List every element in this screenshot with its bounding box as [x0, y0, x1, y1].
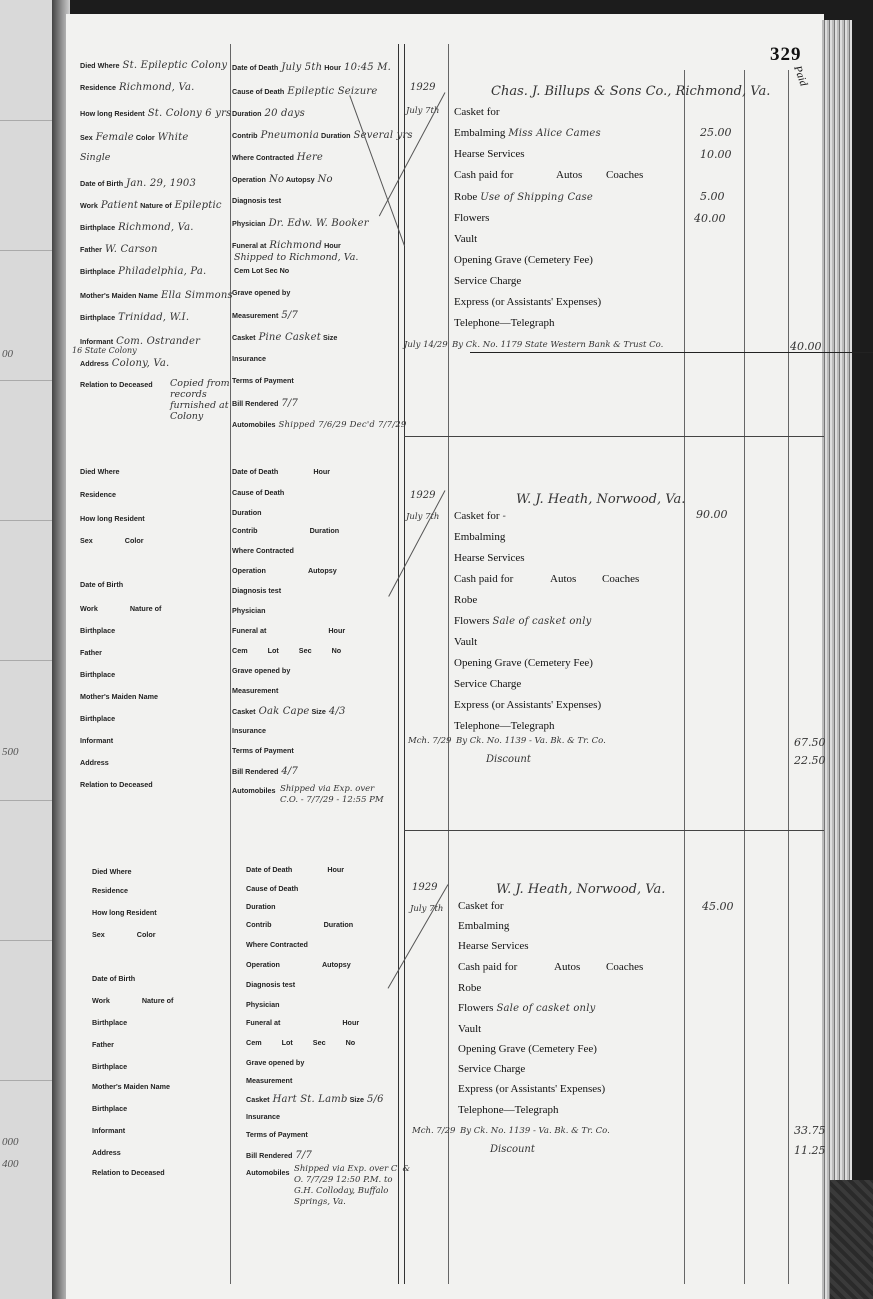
- father-field: Father: [80, 648, 102, 657]
- item-express: Express (or Assistants' Expenses): [454, 296, 602, 308]
- how-long-resident-field: How long Resident St. Colony 6 yrs: [80, 108, 232, 119]
- date-of-birth-field: Date of Birth: [92, 974, 136, 983]
- work-field: Work Patient Nature of Epileptic: [80, 200, 222, 211]
- address-field: Address: [92, 1148, 121, 1157]
- left-page-note: 00: [2, 348, 13, 360]
- item-robe: Robe Use of Shipping Case: [454, 191, 593, 203]
- cause-of-death-field: Cause of Death: [232, 488, 285, 497]
- mother-birthplace-field: Birthplace Trinidad, W.I.: [80, 312, 190, 323]
- ledger-year: 1929: [410, 490, 436, 501]
- casket-field: Casket Hart St. Lamb Size 5/6: [246, 1094, 384, 1105]
- relation-field: Relation to Deceased: [92, 1168, 165, 1177]
- item-opening-grave: Opening Grave (Cemetery Fee): [458, 1043, 597, 1055]
- duration-field: Duration: [246, 902, 276, 911]
- item-autos: Autos: [556, 169, 583, 181]
- item-vault: Vault: [458, 1023, 482, 1035]
- date-of-death-field: Date of Death Hour: [246, 865, 345, 874]
- item-telephone: Telephone—Telegraph: [454, 720, 555, 732]
- grave-opened-by-field: Grave opened by: [232, 666, 291, 675]
- where-contracted-field: Where Contracted: [232, 546, 294, 555]
- contrib-field: Contrib Duration: [232, 526, 340, 535]
- item-coaches: Coaches: [606, 169, 644, 181]
- item-autos: Autos: [550, 573, 577, 585]
- measurement-field: Measurement: [232, 686, 279, 695]
- birthplace-field: Birthplace: [80, 626, 116, 635]
- casket-field: Casket Pine Casket Size: [232, 332, 338, 343]
- date-of-birth-field: Date of Birth Jan. 29, 1903: [80, 178, 197, 189]
- item-service-charge: Service Charge: [454, 275, 522, 287]
- funeral-at-field: Funeral at Hour: [232, 626, 346, 635]
- residence-field: Residence: [92, 886, 128, 895]
- contrib-field: Contrib Duration: [246, 920, 354, 929]
- work-field: Work Nature of: [80, 604, 162, 613]
- diagnosis-test-field: Diagnosis test: [232, 586, 282, 595]
- informant-note: 16 State Colony: [72, 346, 137, 355]
- died-where-field: Died Where: [92, 867, 132, 876]
- informant-field: Informant Com. Ostrander: [80, 336, 201, 347]
- duration-field: Duration 20 days: [232, 108, 305, 119]
- address-field: Address Colony, Va.: [80, 358, 170, 369]
- left-page-note: 500: [2, 746, 19, 758]
- amount-embalming: 25.00: [700, 126, 732, 139]
- informant-field: Informant: [80, 736, 114, 745]
- left-page-edge: [0, 0, 54, 1299]
- item-opening-grave: Opening Grave (Cemetery Fee): [454, 657, 593, 669]
- date-of-birth-field: Date of Birth: [80, 580, 124, 589]
- item-flowers: Flowers Sale of casket only: [458, 1002, 596, 1014]
- funeral-at-field: Funeral at Hour: [246, 1018, 360, 1027]
- father-birthplace-field: Birthplace: [80, 670, 116, 679]
- page-number: 329: [770, 44, 802, 65]
- discount-label: Discount: [486, 754, 531, 765]
- ledger-day: July 7th: [410, 904, 444, 914]
- automobiles-field: Automobiles: [232, 786, 276, 795]
- grave-opened-by-field: Grave opened by: [246, 1058, 305, 1067]
- terms-of-payment-field: Terms of Payment: [232, 376, 294, 385]
- where-contracted-field: Where Contracted Here: [232, 152, 324, 163]
- payment-line: By Ck. No. 1139 - Va. Bk. & Tr. Co.: [456, 736, 606, 746]
- firm-name: W. J. Heath, Norwood, Va.: [516, 492, 686, 507]
- terms-of-payment-field: Terms of Payment: [232, 746, 294, 755]
- page-edges: [822, 20, 852, 1299]
- residence-field: Residence Richmond, Va.: [80, 82, 195, 93]
- item-vault: Vault: [454, 636, 478, 648]
- cem-lot-field: Cem Lot Sec No: [246, 1038, 356, 1047]
- diagnosis-test-field: Diagnosis test: [232, 196, 282, 205]
- payment-line: By Ck. No. 1139 - Va. Bk. & Tr. Co.: [460, 1126, 610, 1136]
- ledger-day: July 7th: [406, 512, 440, 522]
- operation-field: Operation No Autopsy No: [232, 174, 333, 185]
- measurement-field: Measurement 5/7: [232, 310, 299, 321]
- payment-date: Mch. 7/29: [412, 1126, 456, 1136]
- amount-hearse: 10.00: [700, 148, 732, 161]
- father-birthplace-field: Birthplace Philadelphia, Pa.: [80, 266, 207, 277]
- mothers-maiden-name-field: Mother's Maiden Name: [80, 692, 158, 701]
- residence-field: Residence: [80, 490, 116, 499]
- operation-field: Operation Autopsy: [246, 960, 351, 969]
- item-telephone: Telephone—Telegraph: [454, 317, 555, 329]
- died-where-field: Died Where St. Epileptic Colony: [80, 60, 228, 71]
- item-flowers: Flowers: [454, 212, 490, 224]
- mother-birthplace-field: Birthplace: [80, 714, 116, 723]
- diagnosis-test-field: Diagnosis test: [246, 980, 296, 989]
- bill-rendered-field: Bill Rendered 4/7: [232, 766, 299, 777]
- relation-value: Copied from records furnished at Colony: [170, 378, 230, 422]
- book-cover-corner: [830, 1180, 873, 1299]
- amount-payment: 33.75: [794, 1124, 826, 1137]
- automobiles-field: Automobiles: [246, 1168, 290, 1177]
- birthplace-field: Birthplace: [92, 1018, 128, 1027]
- sex-color-field: Sex Color: [92, 930, 156, 939]
- cem-lot-field: Cem Lot Sec No: [232, 646, 342, 655]
- payment-date: July 14/29: [404, 340, 448, 350]
- marital-status: Single: [80, 152, 111, 163]
- sex-color-field: Sex Color: [80, 536, 144, 545]
- birthplace-field: Birthplace Richmond, Va.: [80, 222, 194, 233]
- ledger-year: 1929: [412, 882, 438, 893]
- relation-field: Relation to Deceased: [80, 380, 153, 389]
- item-embalming: Embalming Miss Alice Cames: [454, 127, 601, 139]
- cause-of-death-field: Cause of Death Epileptic Seizure: [232, 86, 378, 97]
- cem-lot-field: Cem Lot Sec No: [234, 266, 290, 275]
- terms-of-payment-field: Terms of Payment: [246, 1130, 308, 1139]
- item-casket-for: Casket for: [458, 900, 504, 912]
- date-of-death-field: Date of Death July 5th Hour 10:45 M.: [232, 62, 392, 73]
- entry-2: [66, 462, 824, 832]
- operation-field: Operation Autopsy: [232, 566, 337, 575]
- item-hearse-services: Hearse Services: [458, 940, 529, 952]
- measurement-field: Measurement: [246, 1076, 293, 1085]
- item-vault: Vault: [454, 233, 478, 245]
- amount-casket: 45.00: [702, 900, 734, 913]
- item-service-charge: Service Charge: [454, 678, 522, 690]
- ledger-day: July 7th: [406, 106, 440, 116]
- physician-field: Physician: [246, 1000, 280, 1009]
- relation-field: Relation to Deceased: [80, 780, 153, 789]
- insurance-field: Insurance: [232, 354, 266, 363]
- discount-label: Discount: [490, 1144, 535, 1155]
- paid-note: Paid: [791, 64, 810, 88]
- entry-separator: [404, 436, 824, 437]
- where-contracted-field: Where Contracted: [246, 940, 308, 949]
- amount-total: 40.00: [790, 340, 822, 353]
- funeral-at-field: Funeral at Richmond Hour: [232, 240, 341, 251]
- father-birthplace-field: Birthplace: [92, 1062, 128, 1071]
- how-long-resident-field: How long Resident: [92, 908, 157, 917]
- shipped-note: Shipped to Richmond, Va.: [234, 252, 359, 263]
- father-field: Father: [92, 1040, 114, 1049]
- insurance-field: Insurance: [232, 726, 266, 735]
- item-hearse-services: Hearse Services: [454, 552, 525, 564]
- item-embalming: Embalming: [458, 920, 510, 932]
- bill-rendered-field: Bill Rendered 7/7: [246, 1150, 313, 1161]
- item-casket-for: Casket for: [454, 106, 500, 118]
- payment-line: By Ck. No. 1179 State Western Bank & Trust Co.: [452, 340, 664, 350]
- physician-field: Physician: [232, 606, 266, 615]
- ledger-year: 1929: [410, 82, 436, 93]
- entry-1: [66, 56, 824, 436]
- work-field: Work Nature of: [92, 996, 174, 1005]
- amount-casket: 90.00: [696, 508, 728, 521]
- automobiles-field: Automobiles Shipped 7/6/29 Dec'd 7/7/29: [232, 420, 407, 430]
- entry-3: [66, 858, 824, 1218]
- item-robe: Robe: [454, 594, 478, 606]
- casket-field: Casket Oak Cape Size 4/3: [232, 706, 346, 717]
- firm-name: Chas. J. Billups & Sons Co., Richmond, Va.: [491, 84, 771, 99]
- how-long-resident-field: How long Resident: [80, 514, 145, 523]
- item-telephone: Telephone—Telegraph: [458, 1104, 559, 1116]
- item-cash-paid-for: Cash paid for: [454, 169, 514, 181]
- left-page-note: 400: [2, 1158, 19, 1170]
- died-where-field: Died Where: [80, 467, 120, 476]
- automobiles-value: Shipped via Exp. over C.O. - 7/7/29 - 12:55 PM: [280, 784, 384, 805]
- left-page-note: 000: [2, 1136, 19, 1148]
- item-embalming: Embalming: [454, 531, 506, 543]
- amount-robe: 5.00: [700, 190, 725, 203]
- item-casket-for: Casket for -: [454, 510, 507, 522]
- address-field: Address: [80, 758, 109, 767]
- contrib-field: Contrib Pneumonia Duration Several yrs: [232, 130, 413, 141]
- item-service-charge: Service Charge: [458, 1063, 526, 1075]
- informant-field: Informant: [92, 1126, 126, 1135]
- item-robe: Robe: [458, 982, 482, 994]
- item-hearse-services: Hearse Services: [454, 148, 525, 160]
- cause-of-death-field: Cause of Death: [246, 884, 299, 893]
- amount-payment: 67.50: [794, 736, 826, 749]
- bill-rendered-field: Bill Rendered 7/7: [232, 398, 299, 409]
- mother-birthplace-field: Birthplace: [92, 1104, 128, 1113]
- amount-discount: 11.25: [794, 1144, 826, 1157]
- sex-color-field: Sex Female Color White: [80, 132, 189, 143]
- mothers-maiden-name-field: Mother's Maiden Name: [92, 1082, 170, 1091]
- physician-field: Physician Dr. Edw. W. Booker: [232, 218, 369, 229]
- duration-field: Duration: [232, 508, 262, 517]
- amount-discount: 22.50: [794, 754, 826, 767]
- firm-name: W. J. Heath, Norwood, Va.: [496, 882, 666, 897]
- father-field: Father W. Carson: [80, 244, 158, 255]
- payment-date: Mch. 7/29: [408, 736, 452, 746]
- item-flowers: Flowers Sale of casket only: [454, 615, 592, 627]
- amount-flowers: 40.00: [694, 212, 726, 225]
- item-cash-paid-for: Cash paid for: [458, 961, 518, 973]
- item-express: Express (or Assistants' Expenses): [458, 1083, 606, 1095]
- item-coaches: Coaches: [606, 961, 644, 973]
- item-opening-grave: Opening Grave (Cemetery Fee): [454, 254, 593, 266]
- mothers-maiden-name-field: Mother's Maiden Name Ella Simmons: [80, 290, 233, 301]
- grave-opened-by-field: Grave opened by: [232, 288, 291, 297]
- item-express: Express (or Assistants' Expenses): [454, 699, 602, 711]
- date-of-death-field: Date of Death Hour: [232, 467, 331, 476]
- insurance-field: Insurance: [246, 1112, 280, 1121]
- automobiles-value: Shipped via Exp. over C. & O. 7/7/29 12:50 P.M. to G.H. Colloday, Buffalo Springs, Va.: [294, 1164, 411, 1207]
- item-coaches: Coaches: [602, 573, 640, 585]
- item-autos: Autos: [554, 961, 581, 973]
- item-cash-paid-for: Cash paid for: [454, 573, 514, 585]
